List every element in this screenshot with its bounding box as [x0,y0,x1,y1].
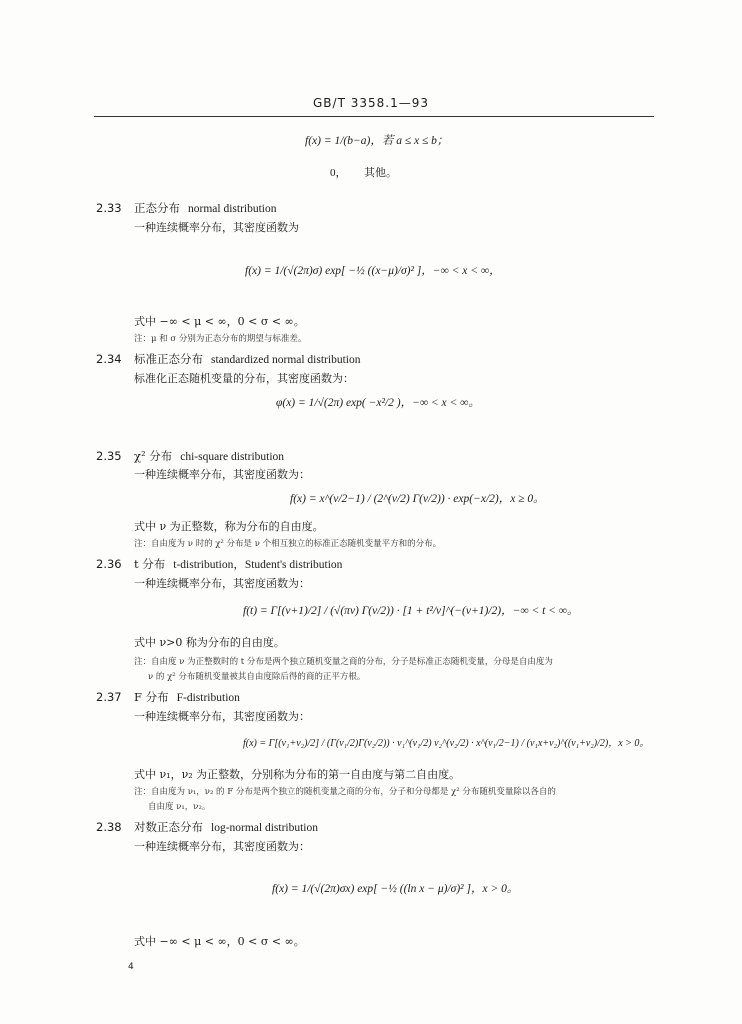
section-number-2-36: 2.36 [96,557,122,571]
section-where-2-38: 式中 −∞ < μ < ∞，0 < σ < ∞。 [134,935,305,948]
section-note-2-37-line2: 自由度 ν₁，ν₂。 [148,802,211,812]
section-formula-2-33: f(x) = 1/(√(2π)σ) exp[ −½ ((x−μ)/σ)² ]，−∞ < x < ∞， [245,265,501,277]
section-note-2-33: 注：μ 和 σ 分别为正态分布的期望与标准差。 [134,334,307,344]
header-rule [94,116,654,117]
page-header: GB/T 3358.1—93 [313,96,429,110]
section-formula-2-35: f(x) = x^(ν/2−1) / (2^(ν/2) Γ(ν/2)) · exp(−x/2)，x ≥ 0。 [290,493,545,505]
section-term-2-35: χ² 分布 chi-square distribution [134,449,285,463]
section-number-2-34: 2.34 [96,352,122,366]
section-definition-2-36: 一种连续概率分布，其密度函数为： [134,577,310,590]
section-term-2-34: 标准正态分布 standardized normal distribution [134,352,361,366]
section-number-2-37: 2.37 [96,690,122,704]
section-definition-2-33: 一种连续概率分布，其密度函数为 [134,221,299,234]
section-number-2-33: 2.33 [96,201,122,215]
section-where-2-35: 式中 ν 为正整数，称为分布的自由度。 [134,520,324,533]
section-definition-2-35: 一种连续概率分布，其密度函数为： [134,468,310,481]
section-term-2-33: 正态分布 normal distribution [134,201,277,215]
section-where-2-37: 式中 ν₁，ν₂ 为正整数，分别称为分布的第一自由度与第二自由度。 [134,768,461,781]
section-definition-2-38: 一种连续概率分布，其密度函数为： [134,840,310,853]
section-note-2-37-line1: 注：自由度为 ν₁，ν₂ 的 F 分布是两个独立的随机变量之商的分布，分子和分母都是 χ² 分布随机变量除以各自的 [134,787,556,797]
section-note-2-35: 注：自由度为 ν 时的 χ² 分布是 ν 个相互独立的标准正态随机变量平方和的分布。 [134,539,442,549]
section-note-2-36-line2: ν 的 χ² 分布随机变量被其自由度除后得的商的正平方根。 [148,672,366,682]
uniform-formula: f(x) = 1/(b−a)，若 a ≤ x ≤ b； [305,135,449,147]
section-note-2-36-line1: 注：自由度 ν 为正整数时的 t 分布是两个独立随机变量之商的分布，分子是标准正态随机变量，分母是自由度为 [134,657,553,667]
section-formula-2-36: f(t) = Γ[(ν+1)/2] / (√(πν) Γ(ν/2)) · [1 + t²/ν]^(−(ν+1)/2)，−∞ < t < ∞。 [243,605,579,617]
section-formula-2-34: φ(x) = 1/√(2π) exp( −x²/2 )，−∞ < x < ∞。 [276,397,480,409]
section-number-2-35: 2.35 [96,449,122,463]
section-where-2-36: 式中 ν>0 称为分布的自由度。 [134,636,285,649]
section-definition-2-34: 标准化正态随机变量的分布，其密度函数为： [134,372,354,385]
section-term-2-37: F 分布 F-distribution [134,690,240,704]
section-formula-2-37: f(x) = Γ[(ν₁+ν₂)/2] / (Γ(ν₁/2)Γ(ν₂/2)) · ν₁^(ν₁/2) ν₂^(ν₂/2) · x^(ν₁/2−1) / (ν₁x+ν₂)^((ν₁+ν₂)/2)，x > 0。 [243,738,650,749]
section-number-2-38: 2.38 [96,820,122,834]
section-term-2-38: 对数正态分布 log-normal distribution [134,820,319,834]
section-where-2-33: 式中 −∞ < μ < ∞，0 < σ < ∞。 [134,315,305,328]
section-formula-2-38: f(x) = 1/(√(2π)σx) exp[ −½ ((ln x − μ)/σ)² ]，x > 0。 [272,883,519,895]
page-number: 4 [128,962,134,972]
uniform-otherwise: 0， 其他。 [330,166,397,179]
section-term-2-36: t 分布 t-distribution，Student's distribution [134,557,343,571]
section-definition-2-37: 一种连续概率分布，其密度函数为： [134,710,310,723]
